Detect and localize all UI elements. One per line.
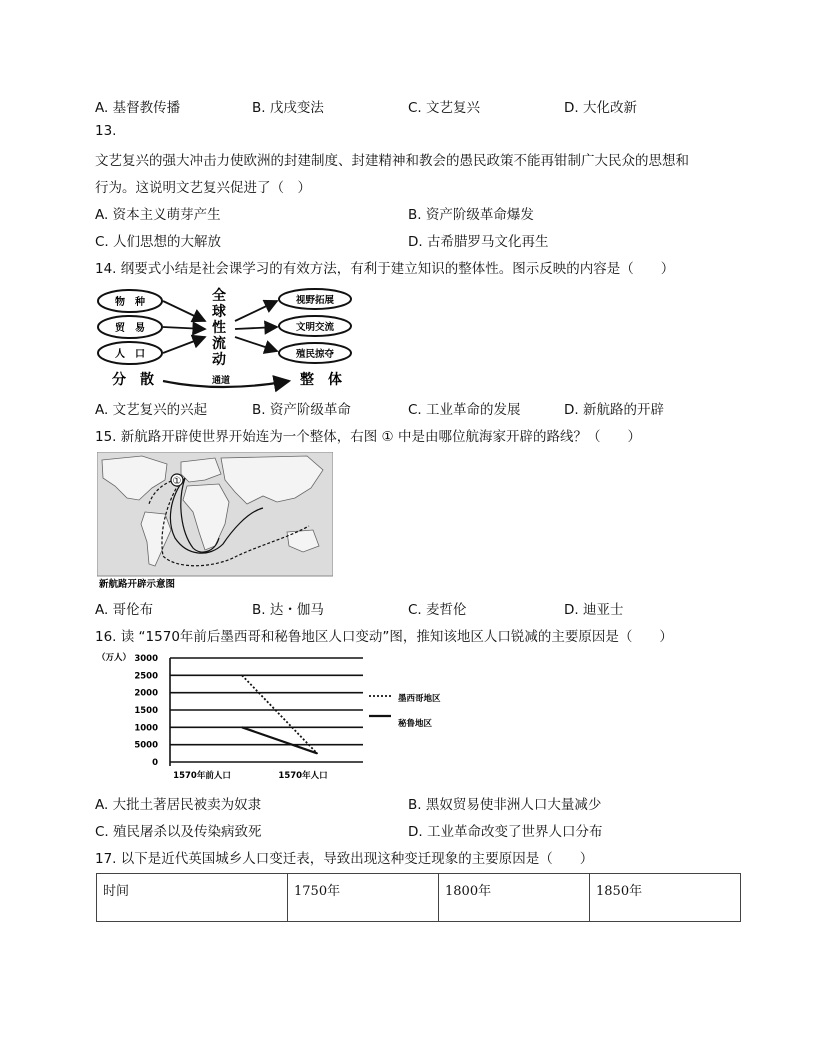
- q15-option-b: B. 达・伽马: [252, 602, 324, 618]
- q14-left-item-2: 贸 易: [115, 323, 145, 334]
- q17-population-table: [96, 873, 741, 922]
- chart-ytick-label: 3000: [134, 654, 158, 664]
- q13-number: 13.: [95, 123, 117, 139]
- q12-option-c: C. 文艺复兴: [408, 100, 481, 116]
- chart-series-line-2: [242, 727, 317, 753]
- chart-series-line-1: [242, 675, 317, 753]
- q16-option-d: D. 工业革命改变了世界人口分布: [408, 824, 603, 840]
- table-row: [97, 874, 741, 922]
- q14-arrow-left-1: [163, 301, 205, 321]
- q16-option-c: C. 殖民屠杀以及传染病致死: [95, 824, 262, 840]
- q16-population-chart: [95, 650, 455, 784]
- q13-stem-line1: 文艺复兴的强大冲击力使欧洲的封建制度、封建精神和教会的愚民政策不能再钳制广大民众的思想和: [95, 153, 689, 169]
- chart-legend-label: 墨西哥地区: [398, 694, 441, 704]
- q14-option-c: C. 工业革命的发展: [408, 402, 521, 418]
- q14-stem: 14. 纲要式小结是社会课学习的有效方法，有利于建立知识的整体性。图示反映的内容是（ ）: [95, 261, 675, 277]
- q14-arrow-right-2: [235, 327, 277, 329]
- q14-right-item-2: 文明交流: [295, 322, 335, 333]
- q14-center-char-4: 流: [212, 336, 226, 352]
- q13-option-a: A. 资本主义萌芽产生: [95, 207, 221, 223]
- q14-bottom-middle: 通道: [211, 376, 231, 386]
- q14-bottom-right: 整 体: [300, 372, 342, 388]
- q14-right-item-1: 视野拓展: [295, 295, 335, 306]
- chart-xtick-label: 1570年前人口: [173, 771, 231, 781]
- chart-ytick-label: 5000: [134, 740, 158, 751]
- q15-option-d: D. 迪亚士: [564, 602, 624, 618]
- q14-center-char-3: 性: [212, 320, 226, 336]
- chart-xtick-label: 1570年人口: [278, 771, 328, 781]
- q14-bottom-left: 分 散: [112, 372, 154, 388]
- q13-option-b: B. 资产阶级革命爆发: [408, 207, 534, 223]
- table-header-cell: 时间: [97, 874, 288, 922]
- chart-ytick-label: 0: [152, 758, 158, 768]
- table-header-cell: 1800年: [439, 874, 590, 922]
- chart-data-point: [241, 675, 243, 677]
- q12-option-d: D. 大化改新: [564, 100, 637, 116]
- q14-arrow-right-3: [235, 337, 277, 351]
- q14-left-item-3: 人 口: [115, 349, 145, 360]
- chart-ytick-label: 2500: [134, 671, 158, 682]
- q14-arrow-left-3: [163, 337, 205, 353]
- q16-stem: 16. 读 “1570年前后墨西哥和秘鲁地区人口变动”图，推知该地区人口锐减的主要原因是（ ）: [95, 629, 673, 645]
- q14-arrow-left-2: [163, 327, 205, 329]
- q13-stem-line2: 行为。这说明文艺复兴促进了（ ）: [95, 180, 311, 196]
- chart-legend-label: 秘鲁地区: [398, 719, 433, 729]
- q15-stem: 15. 新航路开辟使世界开始连为一个整体，右图 ① 中是由哪位航海家开辟的路线？（ ）: [95, 429, 641, 445]
- chart-ytick-label: 1000: [134, 723, 158, 734]
- q13-option-c: C. 人们思想的大解放: [95, 234, 222, 250]
- q14-option-a: A. 文艺复兴的兴起: [95, 402, 208, 418]
- q14-center-char-5: 动: [212, 352, 226, 368]
- q12-option-a: A. 基督教传播: [95, 100, 181, 116]
- table-header-cell: 1850年: [590, 874, 741, 922]
- table-header-cell: 1750年: [288, 874, 439, 922]
- q15-option-c: C. 麦哲伦: [408, 602, 467, 618]
- chart-data-point: [316, 753, 318, 755]
- chart-ylabel: （万人）: [97, 653, 132, 663]
- q13-option-d: D. 古希腊罗马文化再生: [408, 234, 549, 250]
- q15-map: [97, 452, 333, 592]
- q14-right-item-3: 殖民掠夺: [295, 349, 335, 360]
- q17-stem: 17. 以下是近代英国城乡人口变迁表，导致出现这种变迁现象的主要原因是（ ）: [95, 851, 594, 867]
- q14-option-d: D. 新航路的开辟: [564, 402, 664, 418]
- q14-option-b: B. 资产阶级革命: [252, 402, 351, 418]
- chart-data-point: [241, 727, 243, 729]
- q16-option-a: A. 大批土著居民被卖为奴隶: [95, 797, 262, 813]
- chart-ytick-label: 1500: [134, 706, 158, 716]
- q15-map-caption: 新航路开辟示意图: [99, 579, 176, 590]
- q14-center-char-2: 球: [212, 304, 226, 320]
- q14-arrow-right-1: [235, 301, 277, 321]
- q15-map-marker: ①: [172, 476, 182, 487]
- chart-ytick-label: 2000: [134, 688, 158, 699]
- q16-option-b: B. 黑奴贸易使非洲人口大量减少: [408, 797, 602, 813]
- q14-left-item-1: 物 种: [115, 297, 145, 308]
- q12-option-b: B. 戊戌变法: [252, 100, 324, 116]
- q15-option-a: A. 哥伦布: [95, 602, 154, 618]
- q14-diagram: [95, 285, 365, 393]
- q14-center-char-1: 全: [212, 288, 226, 304]
